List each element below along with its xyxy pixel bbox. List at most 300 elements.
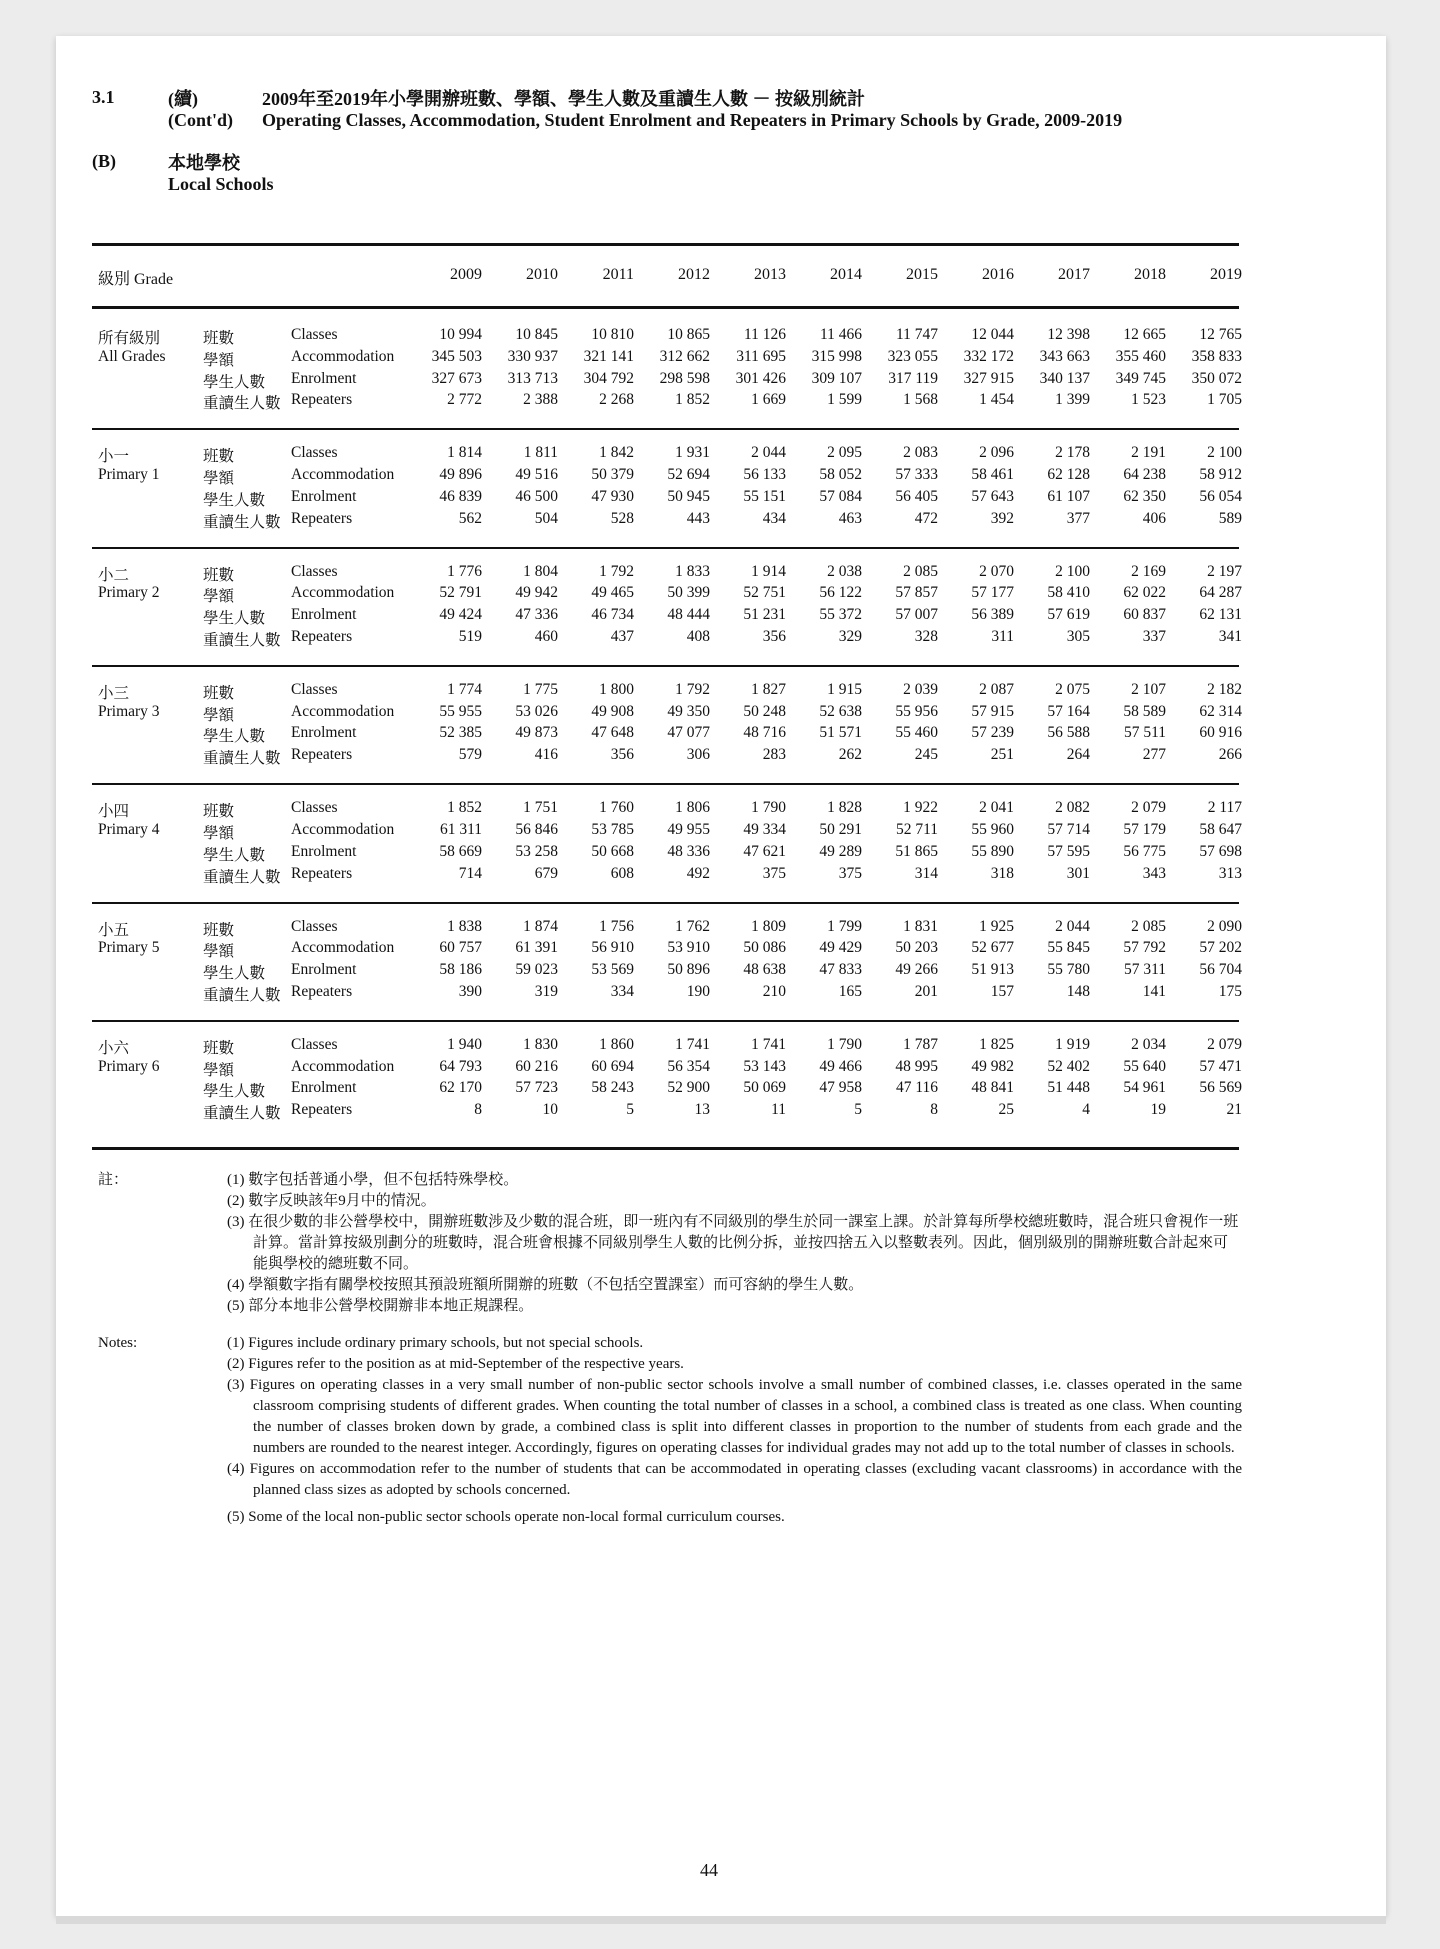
table-cell: 49 266 (895, 961, 938, 979)
table-cell: 1 915 (827, 680, 862, 698)
table-cell: 1 790 (827, 1035, 862, 1053)
table-cell: 51 448 (1047, 1079, 1090, 1097)
row-label-en: Accommodation (291, 347, 395, 365)
table-cell: 714 (458, 864, 482, 882)
table-cell: 56 354 (667, 1057, 710, 1075)
table-cell: 437 (610, 627, 634, 645)
table-cell: 56 588 (1047, 724, 1090, 742)
table-cell: 2 772 (447, 391, 482, 409)
table-cell: 51 865 (895, 842, 938, 860)
table-cell: 56 846 (515, 820, 558, 838)
table-cell: 1 741 (751, 1035, 786, 1053)
table-cell: 56 133 (743, 466, 786, 484)
table-cell: 319 (534, 982, 558, 1000)
table-cell: 57 792 (1123, 939, 1166, 957)
note-item: (2) 數字反映該年9月中的情況。 (227, 1193, 436, 1209)
table-cell: 416 (534, 746, 558, 764)
row-label-en: Repeaters (291, 746, 353, 764)
table-cell: 51 913 (971, 961, 1014, 979)
row-label-en: Repeaters (291, 1101, 353, 1119)
table-cell: 2 197 (1207, 562, 1242, 580)
table-cell: 62 170 (439, 1079, 482, 1097)
table-cell: 375 (762, 864, 786, 882)
table-cell: 1 811 (523, 444, 558, 462)
row-label-zh: 班數 (203, 803, 235, 821)
table-cell: 157 (990, 982, 1014, 1000)
table-cell: 52 751 (743, 584, 786, 602)
section-name-zh: 本地學校 (168, 152, 240, 173)
table-cell: 50 945 (667, 487, 710, 505)
table-cell: 460 (534, 627, 558, 645)
table-cell: 49 289 (819, 842, 862, 860)
table-cell: 175 (1218, 982, 1242, 1000)
table-cell: 48 444 (667, 606, 710, 624)
table-row (92, 391, 1242, 413)
table-cell: 321 141 (583, 347, 634, 365)
table-row (92, 724, 1242, 746)
table-cell: 10 845 (515, 326, 558, 343)
table-cell: 56 389 (971, 606, 1014, 624)
table-cell: 56 775 (1123, 842, 1166, 860)
table-cell: 52 791 (439, 584, 482, 602)
table-cell: 1 741 (675, 1035, 710, 1053)
table-row (92, 509, 1242, 532)
table-cell: 304 792 (583, 369, 634, 387)
row-label-en: Enrolment (291, 487, 357, 505)
note-item: (5) Some of the local non-public sector schools operate non-local formal curriculum courses. (227, 1509, 785, 1525)
table-cell: 64 238 (1123, 466, 1166, 484)
table-cell: 52 711 (895, 820, 938, 838)
table-cell: 330 937 (507, 347, 558, 365)
table-cell: 4 (1082, 1101, 1090, 1119)
table-cell: 50 399 (667, 584, 710, 602)
row-label-zh: 班數 (203, 448, 235, 466)
table-cell: 2 107 (1131, 680, 1166, 698)
row-label-en: Enrolment (291, 842, 357, 860)
table-cell: 52 402 (1047, 1057, 1090, 1075)
table-cell: 679 (534, 864, 558, 882)
row-label-zh: 學額 (203, 943, 235, 961)
table-cell: 52 900 (667, 1079, 710, 1097)
table-cell: 148 (1066, 982, 1090, 1000)
group-divider (92, 783, 1239, 785)
table-cell: 350 072 (1191, 369, 1242, 387)
year-header: 2017 (1058, 266, 1090, 283)
table-cell: 1 838 (447, 917, 482, 935)
table-cell: 589 (1218, 509, 1242, 527)
table-number: 3.1 (92, 87, 115, 107)
table-cell: 2 039 (903, 680, 938, 698)
table-cell: 56 122 (819, 584, 862, 602)
title-en: Operating Classes, Accommodation, Student Enrolment and Repeaters in Primary Schools by Grade, 2009-2019 (262, 110, 1123, 130)
row-label-en: Classes (291, 444, 338, 462)
table-cell: 8 (930, 1101, 938, 1119)
table-row (92, 584, 1242, 606)
row-label-en: Accommodation (291, 702, 395, 720)
table-cell: 57 177 (971, 584, 1014, 602)
table-cell: 55 780 (1047, 961, 1090, 979)
table-cell: 60 916 (1199, 724, 1242, 742)
table-cell: 349 745 (1115, 369, 1166, 387)
grade-name-en: Primary 6 (98, 1057, 160, 1075)
table-cell: 19 (1150, 1101, 1166, 1119)
row-label-zh: 班數 (203, 330, 235, 347)
row-label-zh: 學額 (203, 588, 235, 606)
note-item: (3) Figures on operating classes in a very small number of non-public sector schools involve a small number of combined classes, i.e. classes operated in the same classroom comprising students of different grades. When counting the total number of classes in a school, a combined class is treated as one class. When counting the number of classes broken down by grade, a combined class is split into different classes in proportion to the number of students from each grade and the numbers are rounded to the nearest integer. Accordingly, figures on operating classes for individual grades may not add up to the total number of classes in schools. (227, 1377, 1242, 1456)
grade-column-label: 級別 Grade (98, 271, 174, 288)
table-heading (92, 86, 1292, 132)
year-header: 2009 (450, 266, 482, 283)
table-row (92, 627, 1242, 650)
year-header: 2018 (1134, 266, 1166, 283)
row-label-zh: 重讀生人數 (203, 631, 281, 649)
notes-en-label: Notes: (98, 1335, 138, 1351)
contd-en: (Cont'd) (168, 110, 234, 130)
table-cell: 2 085 (903, 562, 938, 580)
year-header: 2012 (678, 266, 710, 283)
table-cell: 61 391 (515, 939, 558, 957)
table-cell: 1 705 (1207, 391, 1242, 409)
table-cell: 1 809 (751, 917, 786, 935)
table-cell: 2 268 (599, 391, 634, 409)
table-cell: 519 (458, 627, 482, 645)
table-cell: 2 034 (1131, 1035, 1166, 1053)
row-label-en: Classes (291, 680, 338, 698)
table-cell: 61 311 (439, 820, 482, 838)
table-cell: 64 287 (1199, 584, 1242, 602)
table-row (92, 961, 1242, 983)
table-cell: 49 942 (515, 584, 558, 602)
table-cell: 53 569 (591, 961, 634, 979)
group-divider (92, 665, 1239, 667)
row-label-en: Enrolment (291, 961, 357, 979)
table-cell: 266 (1218, 746, 1242, 764)
table-top-rule (92, 243, 1239, 246)
table-cell: 60 694 (591, 1057, 634, 1075)
row-label-en: Classes (291, 562, 338, 580)
table-cell: 1 852 (675, 391, 710, 409)
note-item: (4) 學額數字指有關學校按照其預設班額所開辦的班數（不包括空置課室）而可容納的學生人數。 (227, 1277, 864, 1293)
group-divider (92, 428, 1239, 430)
row-label-zh: 學生人數 (203, 1083, 266, 1101)
table-cell: 49 908 (591, 702, 634, 720)
table-cell: 55 845 (1047, 939, 1090, 957)
table-cell: 58 912 (1199, 466, 1242, 484)
row-label-en: Repeaters (291, 391, 353, 409)
table-cell: 343 663 (1039, 347, 1090, 365)
note-item: (3) 在很少數的非公營學校中，開辦班數涉及少數的混合班，即一班內有不同級別的學生於同一課室上課。於計算每所學校總班數時，混合班只會視作一班計算。當計算按級別劃分的班數時，混合班會根據不同級別學生人數的比例分拆，並按四捨五入以整數表列。因此，個別級別的開辦班數合計起來可能與學校的總班數不同。 (227, 1214, 1239, 1272)
table-cell: 48 336 (667, 842, 710, 860)
table-cell: 1 925 (979, 917, 1014, 935)
table-cell: 328 (914, 627, 938, 645)
table-row (92, 1057, 1242, 1080)
table-cell: 58 052 (819, 466, 862, 484)
table-cell: 312 662 (659, 347, 710, 365)
table-cell: 57 471 (1199, 1057, 1242, 1075)
row-label-en: Accommodation (291, 939, 395, 957)
section-name-en: Local Schools (168, 174, 274, 194)
table-cell: 1 806 (675, 799, 710, 817)
table-cell: 55 955 (439, 702, 482, 720)
row-label-zh: 學生人數 (203, 965, 266, 983)
row-label-en: Accommodation (291, 466, 395, 484)
table-row (92, 326, 1242, 348)
table-cell: 301 426 (735, 369, 786, 387)
row-label-en: Classes (291, 1035, 338, 1053)
year-header: 2015 (906, 266, 938, 283)
column-header-row (92, 260, 1242, 294)
table-cell: 57 698 (1199, 842, 1242, 860)
table-cell: 12 765 (1199, 326, 1242, 343)
row-label-zh: 重讀生人數 (203, 513, 281, 531)
table-cell: 355 460 (1115, 347, 1166, 365)
table-cell: 313 713 (507, 369, 558, 387)
table-cell: 528 (610, 509, 634, 527)
table-cell: 356 (762, 627, 786, 645)
table-row (92, 842, 1242, 865)
table-cell: 55 890 (971, 842, 1014, 860)
table-row (92, 982, 1242, 1005)
table-cell: 57 643 (971, 487, 1014, 505)
table-cell: 57 084 (819, 487, 862, 505)
table-cell: 53 785 (591, 820, 634, 838)
row-label-zh: 重讀生人數 (203, 750, 281, 768)
year-header: 2013 (754, 266, 786, 283)
table-cell: 472 (914, 509, 938, 527)
table-cell: 358 833 (1191, 347, 1242, 365)
table-cell: 2 085 (1131, 917, 1166, 935)
table-cell: 12 665 (1123, 326, 1166, 343)
table-cell: 57 239 (971, 724, 1014, 742)
table-row (92, 702, 1242, 725)
table-cell: 492 (686, 864, 710, 882)
table-cell: 1 523 (1131, 391, 1166, 409)
table-cell: 1 940 (447, 1035, 482, 1053)
table-cell: 50 291 (819, 820, 862, 838)
table-cell: 562 (458, 509, 482, 527)
table-cell: 60 837 (1123, 606, 1166, 624)
table-cell: 1 931 (675, 444, 710, 462)
grade-name-zh: 小三 (98, 684, 130, 702)
table-row (92, 864, 1242, 887)
table-cell: 2 182 (1207, 680, 1242, 698)
table-cell: 327 673 (431, 369, 482, 387)
table-cell: 2 100 (1055, 562, 1090, 580)
table-cell: 55 460 (895, 724, 938, 742)
table-cell: 1 792 (599, 562, 634, 580)
table-cell: 10 810 (591, 326, 634, 343)
row-label-en: Repeaters (291, 982, 353, 1000)
table-row (92, 444, 1242, 466)
section-heading (92, 150, 274, 196)
table-cell: 390 (458, 982, 482, 1000)
table-cell: 1 454 (979, 391, 1014, 409)
row-label-en: Accommodation (291, 584, 395, 602)
table-row (92, 1035, 1242, 1058)
table-cell: 1 833 (675, 562, 710, 580)
table-cell: 337 (1142, 627, 1166, 645)
table-cell: 2 075 (1055, 680, 1090, 698)
year-header: 2019 (1210, 266, 1242, 283)
table-cell: 11 466 (819, 326, 862, 343)
row-label-en: Repeaters (291, 864, 353, 882)
grade-name-zh: 所有級別 (98, 330, 161, 347)
table-cell: 48 841 (971, 1079, 1014, 1097)
table-cell: 58 461 (971, 466, 1014, 484)
notes-en (92, 1333, 1242, 1528)
row-label-en: Enrolment (291, 606, 357, 624)
table-row (92, 746, 1242, 768)
table-cell: 356 (610, 746, 634, 764)
table-cell: 1 399 (1055, 391, 1090, 409)
table-cell: 1 804 (523, 562, 558, 580)
table-cell: 504 (534, 509, 558, 527)
table-cell: 1 756 (599, 917, 634, 935)
row-label-en: Enrolment (291, 1079, 357, 1097)
table-cell: 47 833 (819, 961, 862, 979)
table-cell: 1 799 (827, 917, 862, 935)
grade-name-en: Primary 5 (98, 939, 160, 957)
table-cell: 2 169 (1131, 562, 1166, 580)
table-row (92, 606, 1242, 628)
table-cell: 332 172 (963, 347, 1014, 365)
table-cell: 345 503 (431, 347, 482, 365)
table-cell: 49 429 (819, 939, 862, 957)
row-label-zh: 學生人數 (203, 491, 266, 509)
table-row (92, 1079, 1242, 1101)
table-cell: 53 910 (667, 939, 710, 957)
table-cell: 62 131 (1199, 606, 1242, 624)
table-cell: 50 896 (667, 961, 710, 979)
table-cell: 201 (914, 982, 938, 1000)
table-cell: 1 800 (599, 680, 634, 698)
table-cell: 2 044 (1055, 917, 1090, 935)
table-cell: 47 336 (515, 606, 558, 624)
table-cell: 21 (1226, 1101, 1242, 1119)
group-divider (92, 902, 1239, 904)
table-cell: 55 640 (1123, 1057, 1166, 1075)
grade-name-en: Primary 3 (98, 702, 160, 720)
table-cell: 52 385 (439, 724, 482, 742)
grade-name-zh: 小二 (98, 566, 130, 584)
grade-name-en: Primary 1 (98, 466, 160, 484)
table-cell: 59 023 (515, 961, 558, 979)
table-cell: 1 787 (903, 1035, 938, 1053)
table-cell: 58 647 (1199, 820, 1242, 838)
table-cell: 52 677 (971, 939, 1014, 957)
table-cell: 1 860 (599, 1035, 634, 1053)
table-cell: 262 (838, 746, 862, 764)
table-cell: 64 793 (439, 1057, 482, 1075)
year-header: 2014 (830, 266, 862, 283)
row-label-en: Enrolment (291, 369, 357, 387)
table-cell: 245 (914, 746, 938, 764)
table-cell: 392 (990, 509, 1014, 527)
table-cell: 377 (1066, 509, 1090, 527)
table-cell: 165 (838, 982, 862, 1000)
year-header: 2010 (526, 266, 558, 283)
table-cell: 315 998 (811, 347, 862, 365)
grade-name-en: Primary 4 (98, 820, 160, 838)
table-cell: 57 915 (971, 702, 1014, 720)
table-cell: 1 751 (523, 799, 558, 817)
table-cell: 54 961 (1123, 1079, 1166, 1097)
table-cell: 50 379 (591, 466, 634, 484)
note-item: (2) Figures refer to the position as at mid-September of the respective years. (227, 1356, 684, 1372)
row-label-zh: 重讀生人數 (203, 986, 281, 1004)
table-cell: 2 117 (1207, 799, 1242, 817)
row-label-zh: 學額 (203, 1061, 235, 1079)
table-cell: 11 747 (895, 326, 938, 343)
row-label-en: Enrolment (291, 724, 357, 742)
table-cell: 1 874 (523, 917, 558, 935)
table-cell: 341 (1218, 627, 1242, 645)
table-cell: 2 070 (979, 562, 1014, 580)
table-cell: 49 896 (439, 466, 482, 484)
row-label-zh: 學額 (203, 706, 235, 724)
table-cell: 51 571 (819, 724, 862, 742)
table-cell: 1 830 (523, 1035, 558, 1053)
grade-name-zh: 小六 (98, 1039, 130, 1057)
note-item: (4) Figures on accommodation refer to the number of students that can be accommodated in operating classes (excluding vacant classrooms) in accordance with the planned class sizes as adopted by schools concerned. (227, 1461, 1242, 1498)
table-cell: 2 082 (1055, 799, 1090, 817)
grade-name-zh: 小四 (98, 803, 130, 821)
table-cell: 8 (474, 1101, 482, 1119)
table-cell: 1 760 (599, 799, 634, 817)
table-cell: 11 126 (743, 326, 786, 343)
table-cell: 49 982 (971, 1057, 1014, 1075)
table-cell: 56 054 (1199, 487, 1242, 505)
group-divider (92, 1020, 1239, 1022)
grade-name-en: Primary 2 (98, 584, 160, 602)
table-cell: 2 079 (1131, 799, 1166, 817)
table-cell: 49 873 (515, 724, 558, 742)
table-cell: 49 466 (819, 1057, 862, 1075)
row-label-zh: 班數 (203, 566, 235, 584)
table-row (92, 369, 1242, 392)
table-cell: 210 (762, 982, 786, 1000)
row-label-zh: 學額 (203, 824, 235, 842)
row-label-zh: 重讀生人數 (203, 1105, 281, 1123)
table-row (92, 799, 1242, 821)
row-label-en: Classes (291, 326, 338, 343)
table-cell: 1 922 (903, 799, 938, 817)
table-cell: 301 (1066, 864, 1090, 882)
table-cell: 57 007 (895, 606, 938, 624)
table-cell: 5 (626, 1101, 634, 1119)
table-cell: 1 814 (447, 444, 482, 462)
table-cell: 25 (998, 1101, 1014, 1119)
table-cell: 52 638 (819, 702, 862, 720)
row-label-zh: 學生人數 (203, 846, 266, 864)
table-cell: 323 055 (887, 347, 938, 365)
table-row (92, 680, 1242, 703)
table-cell: 49 516 (515, 466, 558, 484)
table-cell: 57 723 (515, 1079, 558, 1097)
table-row (92, 939, 1242, 961)
table-cell: 58 186 (439, 961, 482, 979)
page-bottom-shadow (56, 1916, 1386, 1924)
table-cell: 408 (686, 627, 710, 645)
table-row (92, 1101, 1242, 1123)
table-cell: 57 857 (895, 584, 938, 602)
row-label-zh: 學生人數 (203, 610, 266, 628)
table-cell: 318 (990, 864, 1014, 882)
table-cell: 50 668 (591, 842, 634, 860)
table-cell: 53 258 (515, 842, 558, 860)
table-cell: 2 079 (1207, 1035, 1242, 1053)
table-cell: 46 734 (591, 606, 634, 624)
